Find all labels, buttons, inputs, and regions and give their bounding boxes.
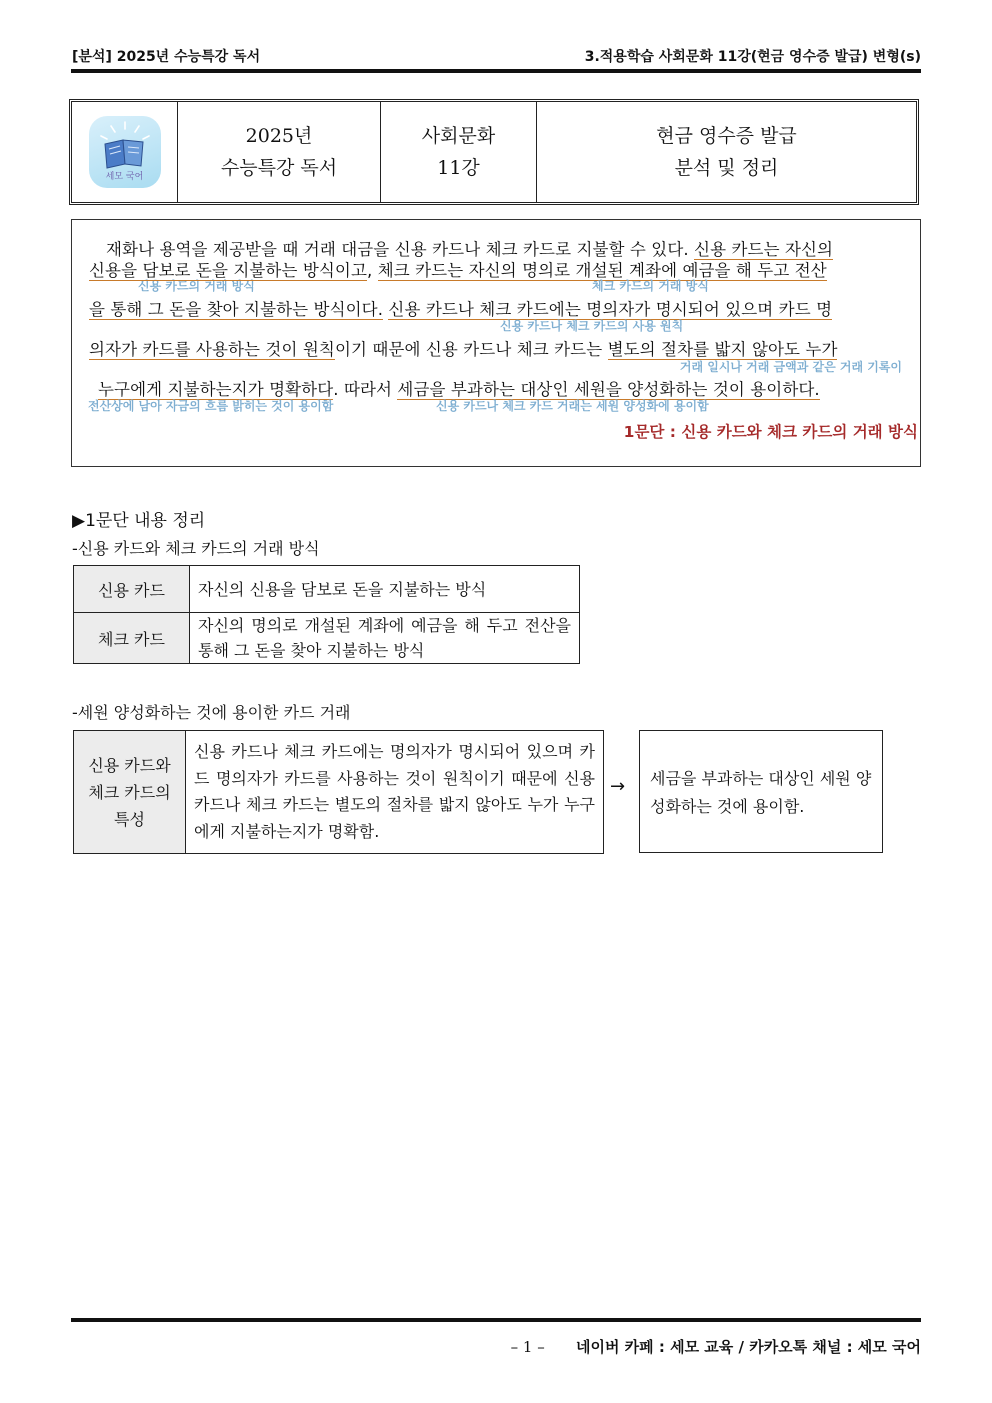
title-lesson: 11강 bbox=[437, 157, 480, 179]
result-box: 세금을 부과하는 대상인 세원 양성화하는 것에 용이함. bbox=[639, 730, 883, 853]
page-number: – 1 – bbox=[510, 1338, 545, 1356]
underlined-text: 신용 카드나 체크 카드에는 명의자가 명시되어 있으며 카드 명 bbox=[388, 300, 833, 319]
title-col-topic bbox=[537, 102, 916, 202]
passage-box bbox=[71, 219, 921, 467]
title-year: 2025년 bbox=[245, 125, 313, 147]
table-cell: 자신의 신용을 담보로 돈을 지불하는 방식 bbox=[190, 566, 580, 613]
title-kind: 분석 및 정리 bbox=[674, 157, 779, 179]
subsection-title-1: -신용 카드와 체크 카드의 거래 방식 bbox=[72, 539, 320, 558]
underlined-text: 세금을 부과하는 대상인 세원을 양성화하는 것이 용이하다. bbox=[397, 380, 820, 399]
table-cell: 자신의 명의로 개설된 계좌에 예금을 해 두고 전산을 통해 그 돈을 찾아 지불하는 방식 bbox=[190, 613, 580, 664]
underlined-text: 별도의 절차를 밟지 않아도 누가 bbox=[607, 340, 838, 359]
title-col-book bbox=[178, 102, 381, 202]
right-arrow-icon: → bbox=[610, 776, 626, 797]
underlined-text: 누구에게 지불하는지가 명확하다 bbox=[98, 380, 334, 399]
paragraph-label: 1문단 : 신용 카드와 체크 카드의 거래 방식 bbox=[623, 423, 918, 441]
footer-text: 네이버 카페 : 세모 교육 / 카카오톡 채널 : 세모 국어 bbox=[575, 1338, 921, 1356]
underlined-text: 신용을 담보로 돈을 지불하는 방식이고 bbox=[89, 261, 368, 280]
table-head-cell: 신용 카드 bbox=[74, 566, 190, 613]
underlined-text: 신용 카드는 자신의 bbox=[694, 240, 834, 259]
header-left: [분석] 2025년 수능특강 독서 bbox=[72, 49, 261, 65]
passage-line-4 bbox=[89, 336, 837, 360]
underlined-text: 을 통해 그 돈을 찾아 지불하는 방식이다. bbox=[89, 300, 384, 319]
title-col-unit bbox=[381, 102, 537, 202]
table-row bbox=[74, 613, 580, 664]
table-row bbox=[74, 566, 580, 613]
passage-text: . 따라서 bbox=[333, 380, 398, 399]
passage-line-2 bbox=[89, 257, 827, 281]
subsection-title-2: -세원 양성화하는 것에 용이한 카드 거래 bbox=[72, 703, 351, 722]
underlined-text: 체크 카드는 자신의 명의로 개설된 계좌에 예금을 해 두고 전산 bbox=[377, 261, 827, 280]
annotation: 신용 카드의 거래 방식 bbox=[138, 279, 255, 293]
annotation: 신용 카드나 체크 카드의 사용 원칙 bbox=[500, 319, 684, 333]
footer-rule bbox=[71, 1318, 921, 1322]
title-topic: 현금 영수증 발급 bbox=[656, 125, 797, 147]
card-method-table bbox=[73, 565, 580, 664]
annotation: 전산상에 남아 자금의 흐름 밝히는 것이 용이함 bbox=[88, 399, 334, 413]
header-rule bbox=[71, 69, 921, 73]
table-head-cell: 신용 카드와 체크 카드의 특성 bbox=[74, 731, 186, 854]
logo-text: 세모 국어 bbox=[105, 172, 144, 182]
table-head-cell: 체크 카드 bbox=[74, 613, 190, 664]
annotation: 체크 카드의 거래 방식 bbox=[592, 279, 709, 293]
passage-text: 재화나 용역을 제공받을 때 거래 대금을 신용 카드나 체크 카드로 지불할 수 있다. bbox=[106, 240, 695, 259]
title-subject: 사회문화 bbox=[421, 125, 496, 147]
card-feature-table bbox=[73, 730, 604, 854]
table-row bbox=[74, 731, 604, 854]
title-box bbox=[69, 99, 919, 205]
passage-text: , bbox=[367, 261, 378, 280]
section-title: ▶1문단 내용 정리 bbox=[72, 511, 206, 531]
annotation: 거래 일시나 거래 금액과 같은 거래 기록이 bbox=[679, 360, 902, 374]
underlined-text: 의자가 카드를 사용하는 것이 원칙 bbox=[89, 340, 335, 359]
title-book: 수능특강 독서 bbox=[220, 157, 338, 179]
book-logo-icon bbox=[89, 116, 161, 188]
footer bbox=[511, 1336, 921, 1357]
table-cell: 신용 카드나 체크 카드에는 명의자가 명시되어 있으며 카드 명의자가 카드를 사용하는 것이 원칙이기 때문에 신용 카드나 체크 카드는 별도의 절차를 밟지 않아도 누가 누구에게 지불하는지가 명확함. bbox=[186, 731, 604, 854]
passage-line-3 bbox=[89, 296, 832, 320]
annotation: 신용 카드나 체크 카드 거래는 세원 양성화에 용이함 bbox=[436, 399, 709, 413]
passage-text: 이기 때문에 신용 카드나 체크 카드는 bbox=[334, 340, 608, 359]
header-right: 3.적용학습 사회문화 11강(현금 영수증 발급) 변형(s) bbox=[584, 49, 921, 65]
logo-cell bbox=[72, 102, 178, 202]
